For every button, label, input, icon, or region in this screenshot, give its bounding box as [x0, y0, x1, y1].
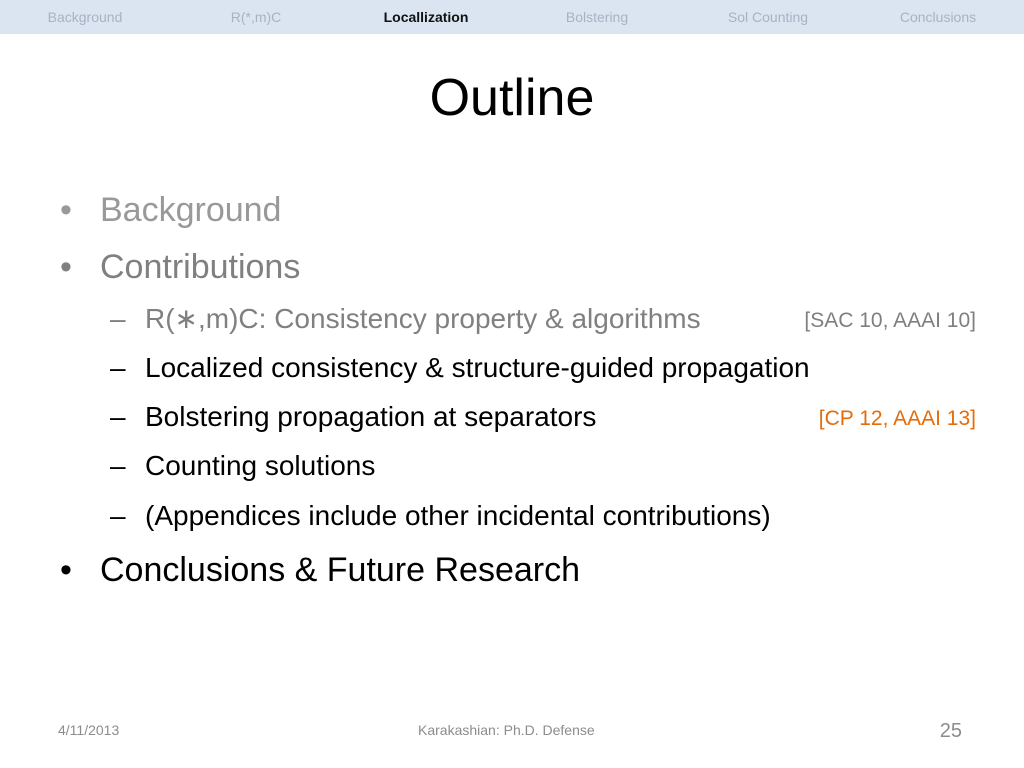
footer-presentation-title: Karakashian: Ph.D. Defense — [418, 722, 595, 738]
sub-bullet-text: Localized consistency & structure-guided propagation — [145, 352, 810, 383]
nav-item-conclusions[interactable]: Conclusions — [899, 9, 977, 25]
sub-bullet-marker: – — [110, 352, 126, 383]
nav-item-localization[interactable]: Locallization — [383, 9, 469, 25]
sub-bullet-marker: – — [110, 303, 126, 334]
sub-bullet-marker: – — [110, 401, 126, 432]
slide-title: Outline — [429, 69, 595, 127]
bullet-text: Background — [100, 191, 282, 229]
citation-cp-aaai: [CP 12, AAAI 13] — [818, 407, 976, 430]
nav-item-background[interactable]: Background — [47, 9, 123, 25]
bullet-marker: • — [60, 191, 72, 229]
footer-date: 4/11/2013 — [58, 722, 120, 738]
sub-bullet-marker: – — [110, 500, 126, 531]
nav-item-sol-counting[interactable]: Sol Counting — [727, 9, 809, 25]
nav-item-rmc[interactable]: R(*,m)C — [230, 9, 282, 25]
bullet-text: Conclusions & Future Research — [100, 551, 581, 589]
bullet-marker: • — [60, 248, 72, 286]
sub-bullet-text: R(∗,m)C: Consistency property & algorithms — [145, 303, 701, 334]
bullet-text: Contributions — [100, 248, 301, 286]
sub-bullet-marker: – — [110, 450, 126, 481]
sub-bullet-text: (Appendices include other incidental contributions) — [145, 500, 771, 531]
sub-bullet-text: Bolstering propagation at separators — [145, 401, 597, 432]
bullet-marker: • — [60, 551, 72, 589]
slide-number: 25 — [939, 720, 962, 742]
nav-item-bolstering[interactable]: Bolstering — [565, 9, 629, 25]
citation-sac-aaai: [SAC 10, AAAI 10] — [804, 309, 976, 332]
sub-bullet-text: Counting solutions — [145, 450, 376, 481]
